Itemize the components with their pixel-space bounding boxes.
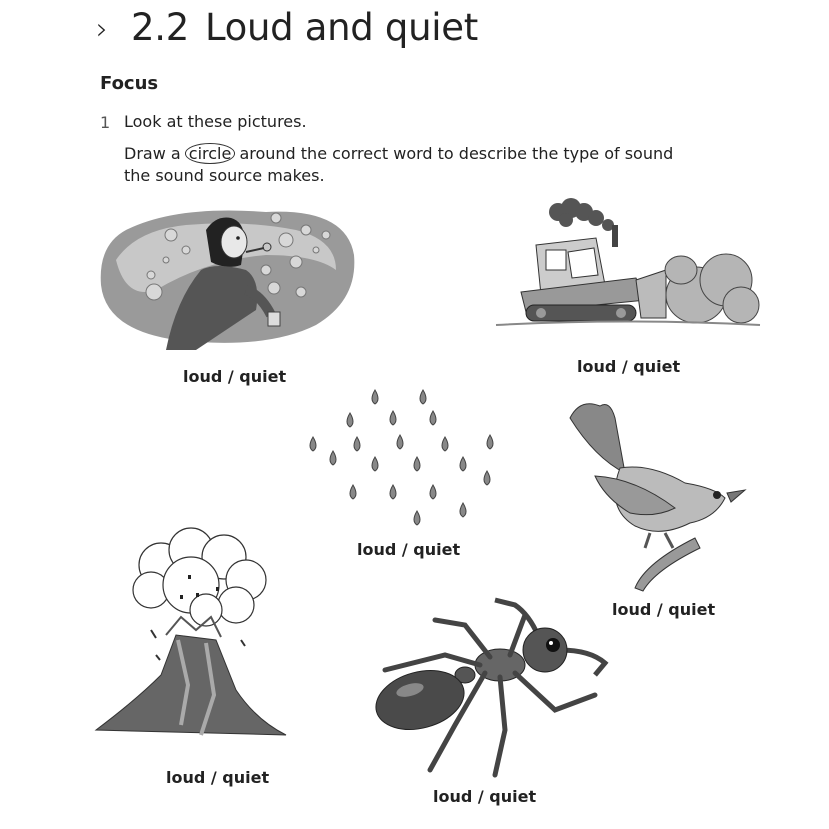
ant-label: loud / quiet xyxy=(433,787,537,806)
section-number: 2.2 xyxy=(131,6,189,49)
ant-picture xyxy=(355,595,610,780)
section-title: Loud and quiet xyxy=(204,6,478,49)
instruction-after: around the correct word to describe the type of sound the sound source makes. xyxy=(124,144,674,185)
question-prompt: Look at these pictures. xyxy=(124,112,307,131)
instruction-before: Draw a xyxy=(124,144,181,163)
question-instruction xyxy=(124,143,684,187)
raindrops-picture xyxy=(305,385,505,535)
rain-label: loud / quiet xyxy=(357,540,461,559)
bubbles-label: loud / quiet xyxy=(183,367,287,386)
question-number: 1 xyxy=(100,113,111,132)
focus-heading: Focus xyxy=(100,73,159,94)
bird-label: loud / quiet xyxy=(612,600,716,619)
volcano-picture xyxy=(96,525,286,755)
circled-word: circle xyxy=(185,143,236,164)
bird-picture xyxy=(565,398,750,593)
bulldozer-label: loud / quiet xyxy=(577,357,681,376)
bubbles-child-picture xyxy=(96,200,361,360)
chevron-right-icon: › xyxy=(96,12,108,47)
page-title xyxy=(131,6,478,49)
volcano-label: loud / quiet xyxy=(166,768,270,787)
bulldozer-picture xyxy=(496,200,760,335)
